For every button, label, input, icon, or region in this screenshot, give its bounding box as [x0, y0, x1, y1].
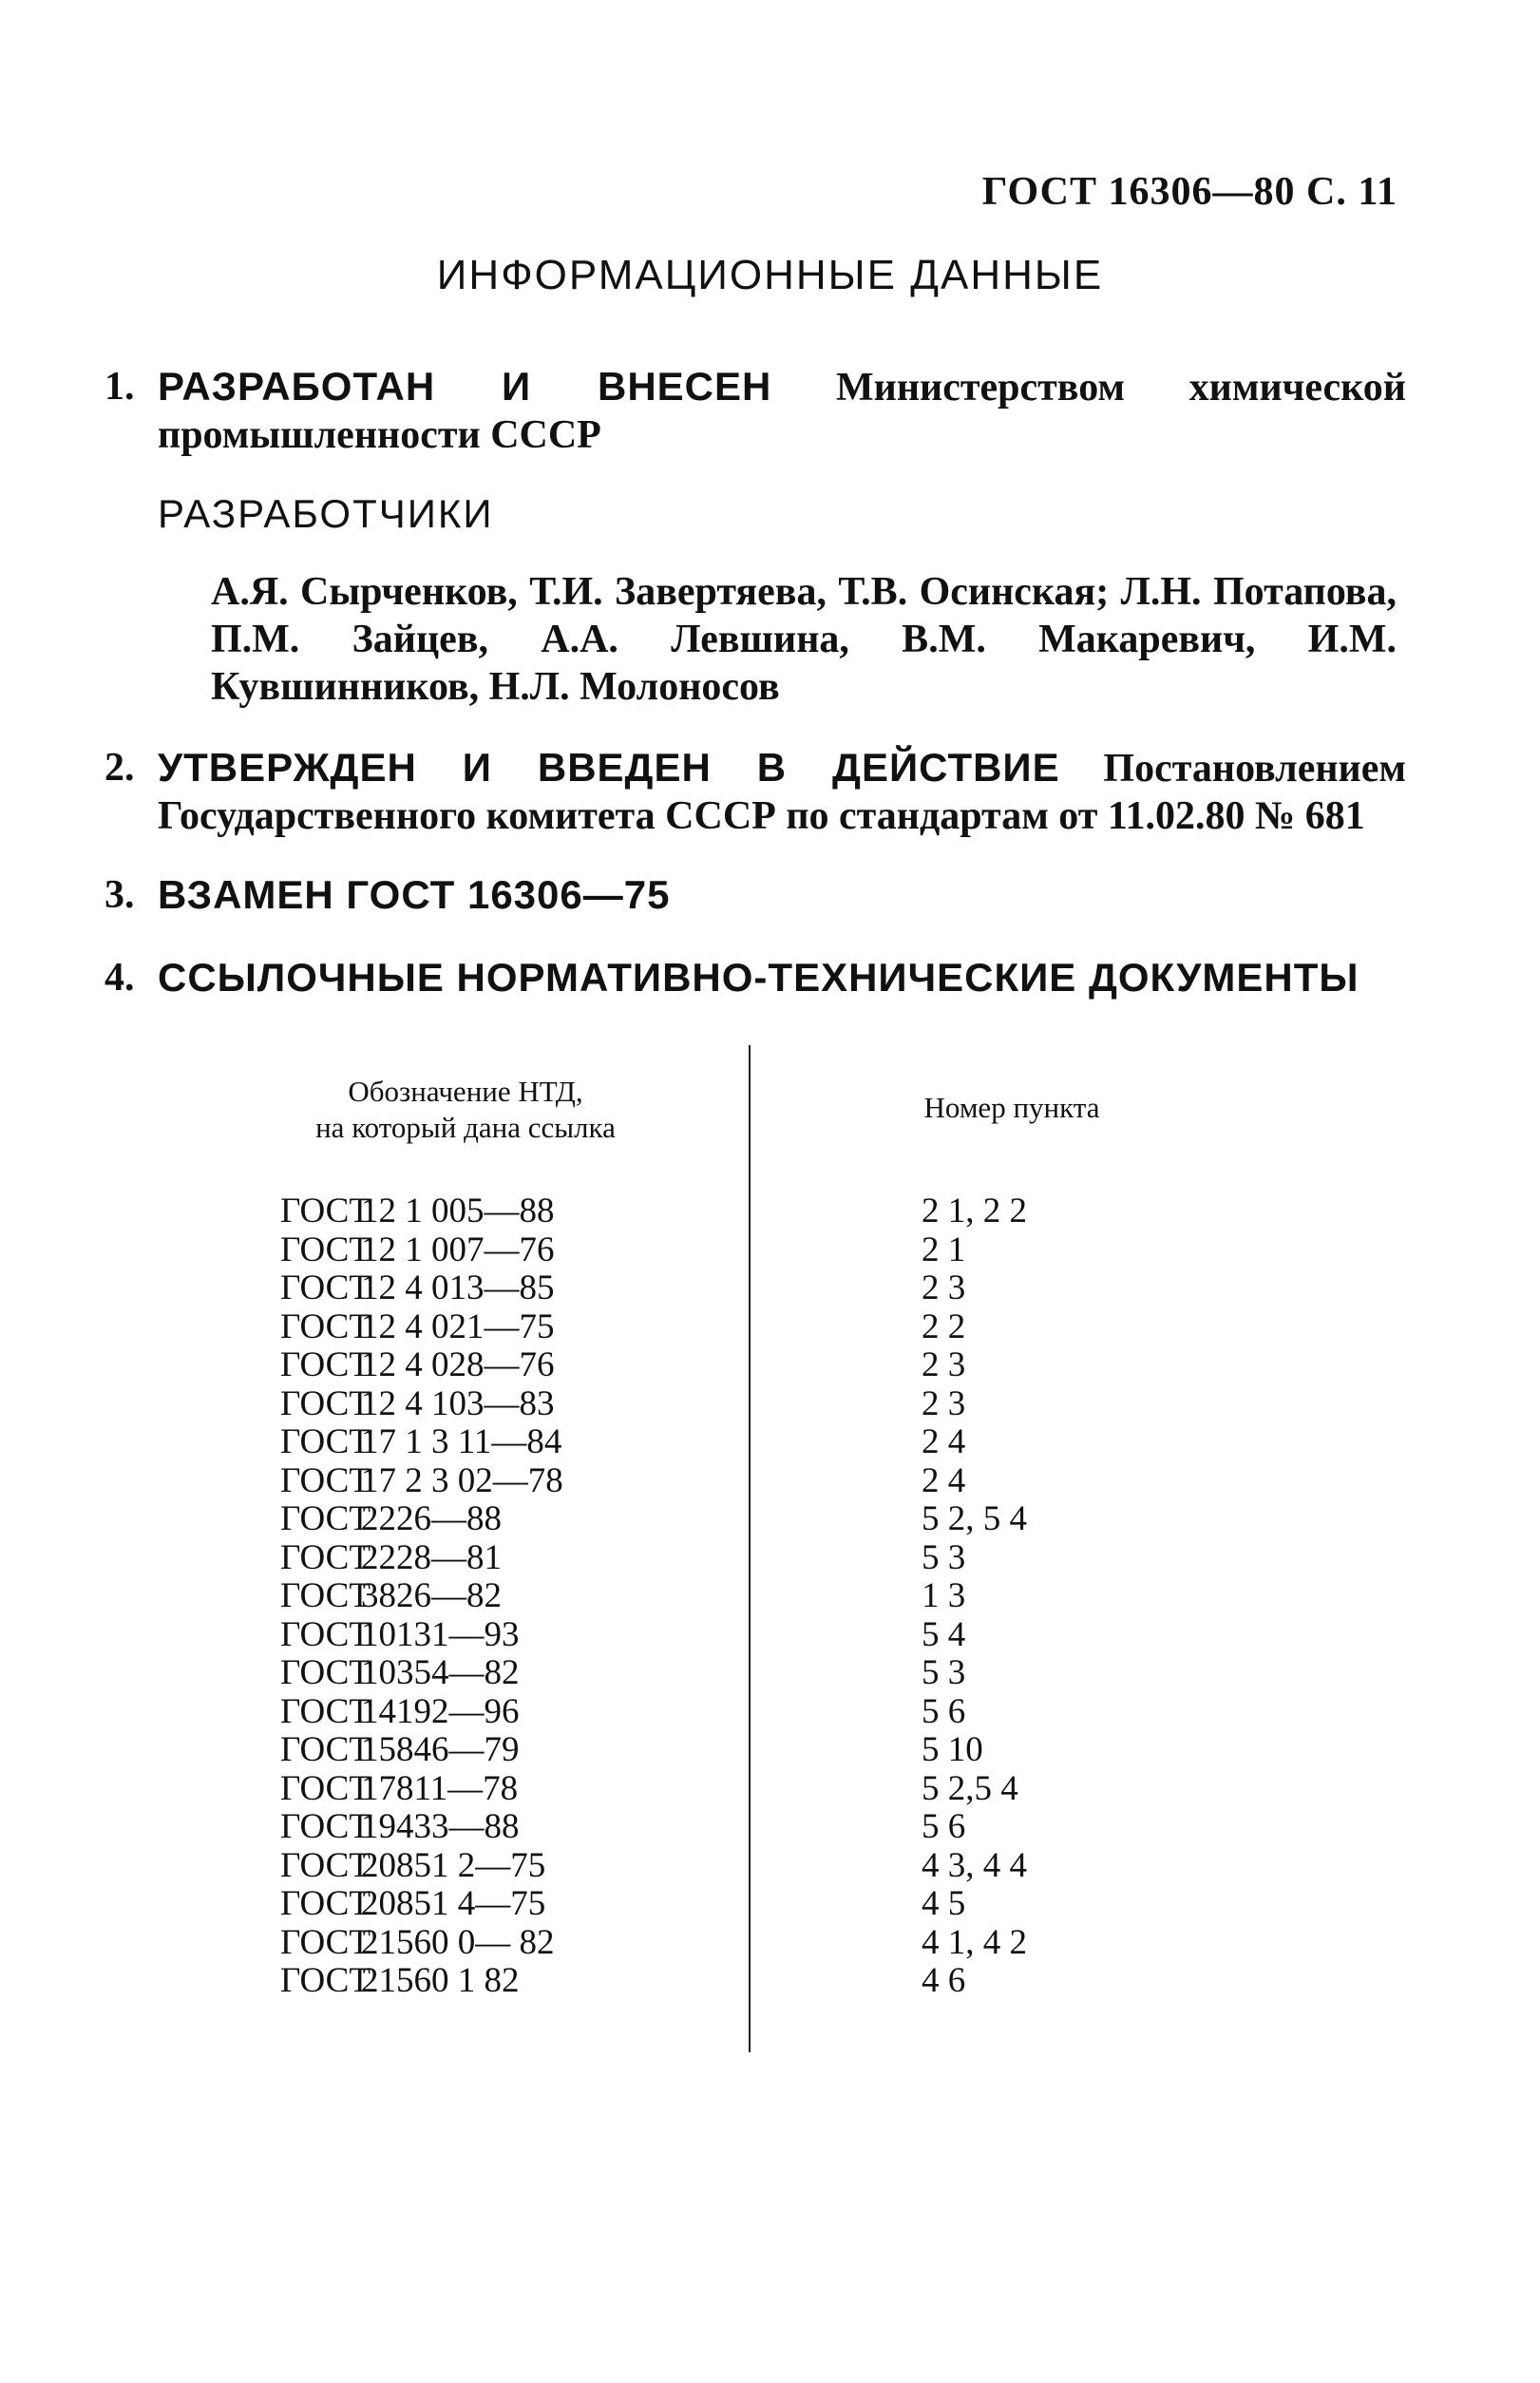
row-prefix: ГОСТ — [280, 1730, 371, 1769]
table-header-item-number: Номер пункта — [923, 1091, 1100, 1124]
row-document: 21560 1 82 — [361, 1961, 520, 2000]
row-prefix: ГОСТ — [280, 1961, 371, 2000]
info-item-2 — [105, 744, 1406, 840]
row-prefix: ГОСТ — [280, 1499, 371, 1538]
item-number: 2. — [105, 746, 135, 790]
row-prefix: ГОСТ — [280, 1192, 371, 1230]
row-item-number: 2 1 — [922, 1230, 966, 1269]
row-item-number: 4 5 — [922, 1884, 966, 1923]
table-row — [228, 1924, 1273, 1963]
table-row — [228, 1308, 1273, 1347]
table-header-designation — [228, 1074, 703, 1146]
table-row — [228, 1577, 1273, 1616]
row-document: 14192—96 — [361, 1691, 520, 1731]
table-row — [228, 1346, 1273, 1385]
row-prefix: ГОСТ — [280, 1884, 371, 1923]
table-row — [228, 1500, 1273, 1539]
row-item-number: 5 10 — [922, 1730, 983, 1769]
row-document: 17811—78 — [361, 1768, 519, 1808]
item-caps: ВЗАМЕН ГОСТ 16306—75 — [158, 872, 671, 917]
row-document: 12 4 028—76 — [361, 1345, 555, 1384]
table-row — [228, 1847, 1273, 1886]
page-header: ГОСТ 16306—80 С. 11 — [981, 170, 1397, 214]
item-number: 1. — [105, 365, 135, 409]
row-prefix: ГОСТ — [280, 1807, 371, 1846]
item-text: Постановлением Государственного комитета СССР по стандартам от 11.02.80 № 681 — [158, 747, 1407, 838]
row-item-number: 4 6 — [922, 1961, 966, 2000]
row-prefix: ГОСТ — [280, 1922, 371, 1962]
row-item-number: 2 1, 2 2 — [922, 1192, 1027, 1230]
row-item-number: 4 1, 4 2 — [922, 1922, 1027, 1962]
row-document: 20851 4—75 — [361, 1884, 546, 1923]
row-prefix: ГОСТ — [280, 1306, 371, 1346]
row-prefix: ГОСТ — [280, 1268, 371, 1307]
table-row — [228, 1962, 1273, 2001]
item-text: Министерством химической промышленности СССР — [158, 366, 1406, 457]
row-item-number: 2 2 — [922, 1306, 966, 1346]
table-row — [228, 1462, 1273, 1501]
row-prefix: ГОСТ — [280, 1230, 371, 1269]
developers-heading: РАЗРАБОТЧИКИ — [158, 491, 494, 536]
table-row — [228, 1654, 1273, 1693]
row-document: 12 4 103—83 — [361, 1383, 555, 1423]
info-item-3 — [105, 871, 1406, 920]
row-prefix: ГОСТ — [280, 1422, 371, 1461]
table-body — [228, 1192, 1273, 2001]
row-document: 12 1 007—76 — [361, 1230, 555, 1269]
header-line: Обозначение НТД, — [348, 1075, 583, 1108]
table-row — [228, 1770, 1273, 1809]
header-line: на который дана ссылка — [315, 1111, 616, 1144]
reference-table — [228, 1045, 1273, 2062]
row-item-number: 5 2, 5 4 — [922, 1499, 1027, 1538]
row-item-number: 2 4 — [922, 1422, 966, 1461]
row-item-number: 5 6 — [922, 1691, 966, 1731]
table-row — [228, 1693, 1273, 1732]
row-document: 17 1 3 11—84 — [361, 1422, 562, 1461]
row-prefix: ГОСТ — [280, 1691, 371, 1731]
row-item-number: 2 4 — [922, 1460, 966, 1500]
row-item-number: 2 3 — [922, 1383, 966, 1423]
row-item-number: 5 6 — [922, 1807, 966, 1846]
row-document: 20851 2—75 — [361, 1845, 546, 1885]
item-caps: ССЫЛОЧНЫЕ НОРМАТИВНО-ТЕХНИЧЕСКИЕ ДОКУМЕНТЫ — [158, 955, 1359, 1000]
row-item-number: 1 3 — [922, 1576, 966, 1615]
info-item-4 — [105, 954, 1406, 1002]
row-item-number: 4 3, 4 4 — [922, 1845, 1027, 1885]
row-document: 15846—79 — [361, 1730, 520, 1769]
table-row — [228, 1616, 1273, 1655]
row-document: 2228—81 — [361, 1537, 502, 1577]
row-item-number: 2 3 — [922, 1345, 966, 1384]
page-title: ИНФОРМАЦИОННЫЕ ДАННЫЕ — [436, 252, 1104, 298]
row-prefix: ГОСТ — [280, 1460, 371, 1500]
row-prefix: ГОСТ — [280, 1653, 371, 1692]
row-prefix: ГОСТ — [280, 1383, 371, 1423]
row-prefix: ГОСТ — [280, 1345, 371, 1384]
row-item-number: 5 3 — [922, 1653, 966, 1692]
row-document: 21560 0— 82 — [361, 1922, 555, 1962]
row-document: 10354—82 — [361, 1653, 520, 1692]
table-row — [228, 1885, 1273, 1924]
table-row — [228, 1423, 1273, 1462]
row-prefix: ГОСТ — [280, 1845, 371, 1885]
item-number: 3. — [105, 873, 135, 917]
item-caps: РАЗРАБОТАН И ВНЕСЕН — [158, 364, 772, 409]
info-item-1 — [105, 363, 1406, 459]
row-document: 12 1 005—88 — [361, 1192, 555, 1230]
row-prefix: ГОСТ — [280, 1537, 371, 1577]
developers-list: А.Я. Сырченков, Т.И. Завертяева, Т.В. Осинская; Л.Н. Потапова, П.М. Зайцев, А.А. Левшина, В.М. Макаревич, И.М. Кувшинников, Н.Л. Молоносов — [211, 570, 1397, 709]
table-row — [228, 1539, 1273, 1578]
row-document: 12 4 013—85 — [361, 1268, 555, 1307]
item-number: 4. — [105, 956, 135, 1000]
row-prefix: ГОСТ — [280, 1768, 371, 1808]
row-document: 19433—88 — [361, 1807, 520, 1846]
row-document: 17 2 3 02—78 — [361, 1460, 563, 1500]
table-row — [228, 1231, 1273, 1270]
table-row — [228, 1385, 1273, 1424]
table-row — [228, 1731, 1273, 1770]
row-item-number: 5 2,5 4 — [922, 1768, 1018, 1808]
row-document: 10131—93 — [361, 1614, 520, 1654]
row-prefix: ГОСТ — [280, 1576, 371, 1615]
row-item-number: 5 3 — [922, 1537, 966, 1577]
row-document: 12 4 021—75 — [361, 1306, 555, 1346]
row-document: 3826—82 — [361, 1576, 502, 1615]
row-document: 2226—88 — [361, 1499, 502, 1538]
table-row — [228, 1269, 1273, 1308]
row-prefix: ГОСТ — [280, 1614, 371, 1654]
row-item-number: 5 4 — [922, 1614, 966, 1654]
row-item-number: 2 3 — [922, 1268, 966, 1307]
table-row — [228, 1808, 1273, 1847]
table-row — [228, 1192, 1273, 1231]
item-caps: УТВЕРЖДЕН И ВВЕДЕН В ДЕЙСТВИЕ — [158, 745, 1060, 790]
